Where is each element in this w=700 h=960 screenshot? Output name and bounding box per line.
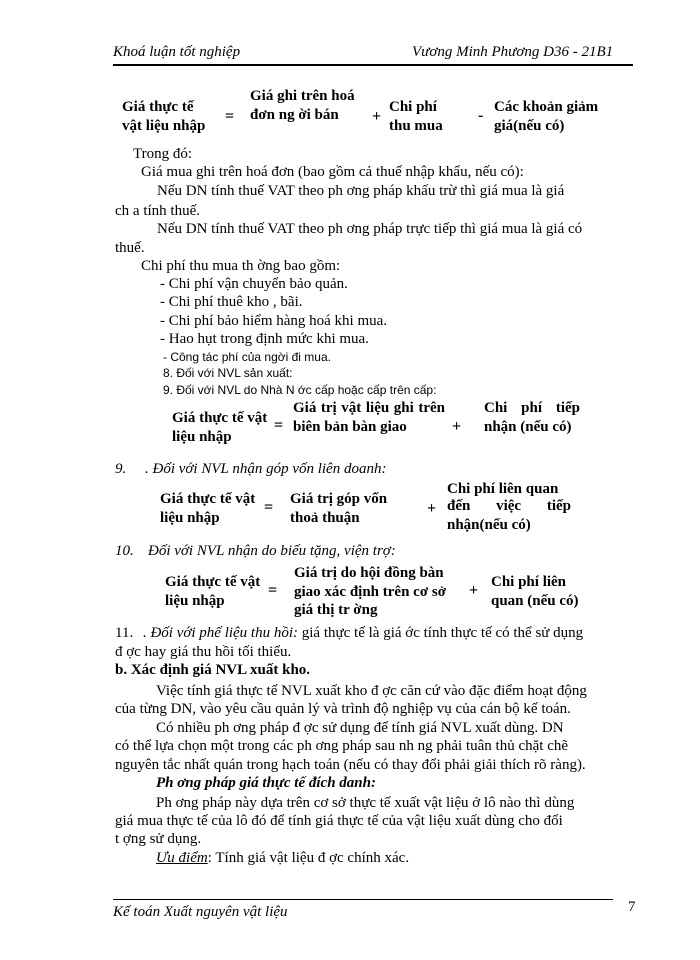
formula3-term2b-text: đến việc tiếp — [447, 498, 571, 514]
section11-title: . Đối với phế liệu thu hồi: — [142, 625, 299, 641]
text-gia-mua: Giá mua ghi trên hoá đơn (bao gồm cả thuế nhập khẩu, nếu có): — [141, 164, 524, 180]
section11-line1 — [115, 625, 583, 642]
footer-left: Kế toán Xuất nguyên vật liệu — [113, 904, 288, 920]
text-cp-title: Chi phí thu mua th ờng bao gồm: — [141, 258, 341, 274]
section-b-title: b. Xác định giá NVL xuất kho. — [115, 662, 311, 678]
formula2-eq: = — [274, 417, 284, 434]
list-item: - Công tác phí của ngời đi mua. — [163, 350, 331, 364]
list-item: - Chi phí vận chuyển bảo quản. — [160, 276, 348, 292]
formula2-term1: Giá trị vật liệu ghi trên biên bản bàn giao — [293, 400, 445, 435]
formula3-term2a: Chi phí liên quan — [447, 481, 559, 497]
formula3-term2c: nhận(nếu có) — [447, 517, 531, 533]
formula1-term1: Giá ghi trên hoá đơn ng ời bán — [250, 88, 355, 123]
formula4-lhs: Giá thực tế vật liệu nhập — [165, 574, 261, 609]
text-neu2a: Nếu DN tính thuế VAT theo ph ơng pháp trực tiếp thì giá mua là giá có — [157, 221, 583, 237]
formula1-minus: - — [478, 107, 484, 124]
formula4-term1c: giá thị tr ờng — [294, 602, 378, 618]
section10-title: Đối với NVL nhận do biếu tặng, viện trợ: — [148, 543, 396, 559]
formula3-eq: = — [264, 499, 274, 516]
text-trong-do: Trong đó: — [133, 146, 193, 162]
page-number: 7 — [628, 899, 636, 915]
formula3-term2b — [447, 497, 589, 516]
formula4-term1a: Giá trị do hội đồng bàn — [294, 565, 444, 581]
list-item: - Chi phí thuê kho , bãi. — [160, 294, 303, 310]
formula4-term1b: giao xác định trên cơ sở — [294, 584, 447, 600]
paragraph-line: Có nhiều ph ơng pháp đ ợc sử dụng để tính giá NVL xuất dùng. DN — [156, 720, 564, 736]
section9-title: . Đối với NVL nhận góp vốn liên doanh: — [145, 461, 387, 477]
section11-text-a: giá thực tế là giá ớc tính thực tế có thể sử dụng — [298, 625, 584, 641]
list-item: - Hao hụt trong định mức khi mua. — [160, 331, 369, 347]
paragraph-line: của từng DN, vào yêu cầu quản lý và trình độ nghiệp vụ của cán bộ kế toán. — [115, 701, 571, 717]
formula1-eq: = — [225, 108, 235, 125]
formula1-plus: + — [372, 108, 382, 125]
formula2-lhs: Giá thực tế vật liệu nhập — [172, 410, 268, 445]
paragraph-line: Việc tính giá thực tế NVL xuất kho đ ợc căn cứ vào đặc điểm hoạt động — [156, 683, 587, 699]
section9-num: 9. — [115, 461, 127, 477]
formula4-plus: + — [469, 582, 479, 599]
formula1-term2: Chi phí thu mua — [389, 99, 443, 134]
advantage-label: Ưu điểm — [156, 850, 208, 866]
paragraph-line: t ợng sử dụng. — [115, 831, 202, 847]
formula3-term1: Giá trị góp vốn thoả thuận — [290, 491, 388, 526]
section10-num: 10. — [115, 543, 134, 559]
text-s9: 9. Đối với NVL do Nhà N ớc cấp hoặc cấp trên cấp: — [163, 383, 437, 397]
paragraph-line: nguyên tắc nhất quán trong hạch toán (nếu có thay đổi phải giải thích rõ ràng). — [115, 757, 586, 773]
text-neu1b: ch a tính thuế. — [115, 203, 200, 219]
header-right: Vương Minh Phương D36 - 21B1 — [412, 44, 614, 60]
section11-num: 11. — [115, 625, 134, 641]
formula3-plus: + — [427, 500, 437, 517]
advantage-line — [156, 850, 409, 867]
advantage-text: : Tính giá vật liệu đ ợc chính xác. — [207, 850, 410, 866]
section11-text-b: đ ợc hay giá thu hồi tối thiểu. — [115, 644, 292, 660]
formula1-term3: Các khoản giảm giá(nếu có) — [494, 99, 599, 134]
formula4-eq: = — [268, 582, 278, 599]
formula1-lhs: Giá thực tế vật liệu nhập — [122, 99, 206, 134]
list-item: - Chi phí bảo hiểm hàng hoá khi mua. — [160, 313, 388, 329]
paragraph-line: giá mua thực tế của lô đó để tính giá thực tế của vật liệu xuất dùng cho đối — [115, 813, 563, 829]
paragraph-line: Ph ơng pháp này dựa trên cơ sở thực tế xuất vật liệu ở lô nào thì dùng — [156, 795, 575, 811]
formula4-term2: Chi phí liên quan (nếu có) — [491, 574, 579, 609]
footer-divider — [113, 899, 613, 900]
text-neu2b: thuế. — [115, 240, 145, 256]
text-neu1a: Nếu DN tính thuế VAT theo ph ơng pháp khấu trừ thì giá mua là giá — [157, 183, 565, 199]
formula2-plus: + — [452, 418, 462, 435]
paragraph-line: có thể lựa chọn một trong các ph ơng pháp sau nh ng phải tuân thủ chặt chẽ — [115, 738, 569, 754]
formula2-term2: Chi phí tiếp nhận (nếu có) — [484, 400, 580, 435]
header-left: Khoá luận tốt nghiệp — [113, 44, 241, 60]
header-divider — [113, 64, 633, 66]
text-s8: 8. Đối với NVL sản xuất: — [163, 366, 293, 380]
method-title: Ph ơng pháp giá thực tế đích danh: — [156, 775, 376, 791]
formula3-lhs: Giá thực tế vật liệu nhập — [160, 491, 256, 526]
